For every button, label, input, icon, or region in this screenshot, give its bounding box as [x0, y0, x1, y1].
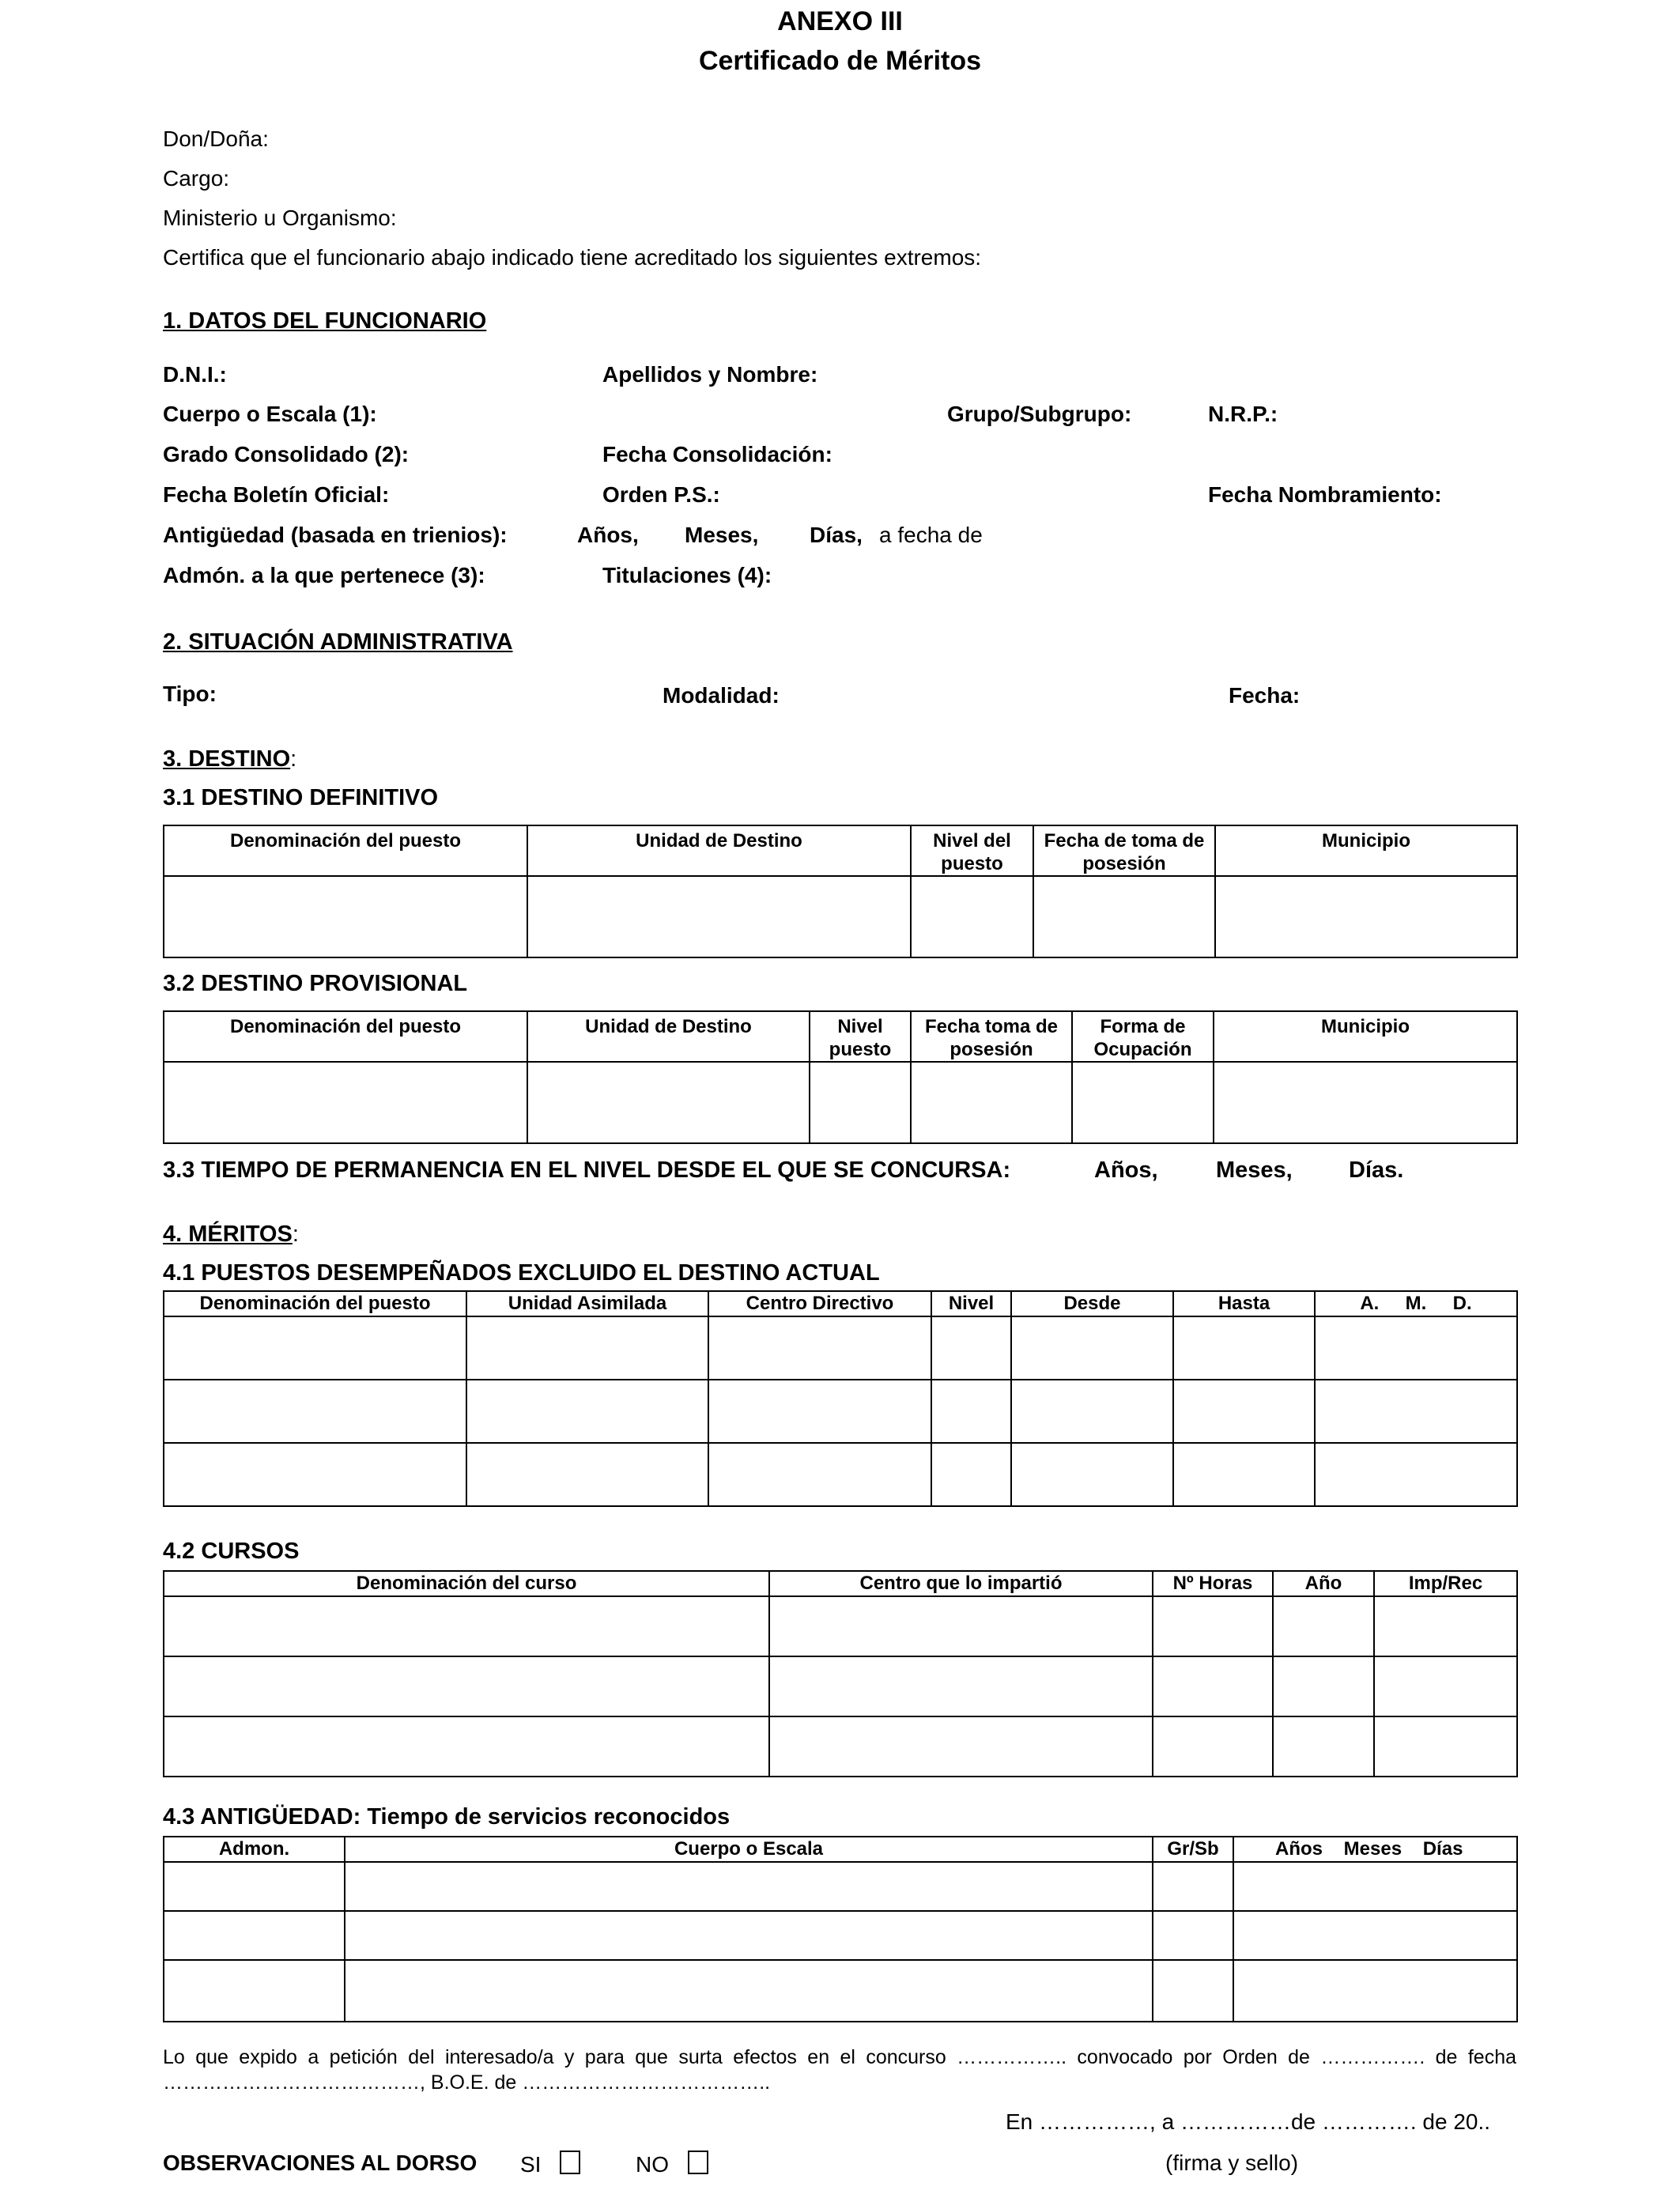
section-4-3-title: 4.3 ANTIGÜEDAD: Tiempo de servicios reconocidos — [163, 1804, 731, 1830]
table-cell[interactable] — [1153, 1911, 1233, 1960]
header-denominacion: Denominación del puesto — [164, 1011, 527, 1062]
table-cell[interactable] — [1315, 1380, 1517, 1443]
table-cell[interactable] — [1033, 876, 1215, 957]
table-row — [164, 1911, 1517, 1960]
table-cell[interactable] — [164, 1716, 769, 1777]
table-cell[interactable] — [466, 1380, 708, 1443]
table-cell[interactable] — [810, 1062, 911, 1143]
table-cell[interactable] — [931, 1443, 1011, 1506]
annex-label: ANEXO III — [777, 6, 903, 36]
header-unidad: Unidad de Destino — [527, 1011, 810, 1062]
cargo-label: Cargo: — [163, 166, 230, 191]
grupo-label: Grupo/Subgrupo: — [947, 402, 1132, 426]
table-cell[interactable] — [911, 1062, 1072, 1143]
antiguedad-dias: Días, — [810, 523, 863, 547]
table-row — [164, 1316, 1517, 1380]
antiguedad-meses: Meses, — [685, 523, 759, 547]
fecha-situacion-label: Fecha: — [1229, 683, 1301, 708]
orden-ps-label: Orden P.S.: — [602, 482, 720, 507]
lugar-fecha-text: En ……………, a ……………de …………. de 20.. — [1006, 2109, 1491, 2134]
dni-label: D.N.I.: — [163, 362, 227, 387]
table-cell[interactable] — [345, 1960, 1153, 2022]
apellidos-label: Apellidos y Nombre: — [602, 362, 818, 387]
no-label: NO — [636, 2152, 669, 2177]
table-cell[interactable] — [345, 1911, 1153, 1960]
modalidad-label: Modalidad: — [663, 683, 780, 708]
header-amd: A. M. D. — [1315, 1291, 1517, 1316]
table-cell[interactable] — [527, 1062, 810, 1143]
observaciones-label: OBSERVACIONES AL DORSO — [163, 2151, 478, 2175]
table-cell[interactable] — [1173, 1380, 1315, 1443]
table-cell[interactable] — [1374, 1656, 1517, 1716]
table-cell[interactable] — [769, 1656, 1153, 1716]
table-cell[interactable] — [1214, 1062, 1517, 1143]
section-3-1-title: 3.1 DESTINO DEFINITIVO — [163, 785, 439, 810]
header-horas: Nº Horas — [1153, 1571, 1273, 1596]
table-cell[interactable] — [769, 1716, 1153, 1777]
header-ano: Año — [1273, 1571, 1374, 1596]
section-3-2-title: 3.2 DESTINO PROVISIONAL — [163, 971, 468, 996]
table-cell[interactable] — [164, 876, 527, 957]
certifica-text: Certifica que el funcionario abajo indicado tiene acreditado los siguientes extremos: — [163, 245, 982, 270]
firma-label: (firma y sello) — [1165, 2151, 1299, 2175]
table-cell[interactable] — [345, 1862, 1153, 1911]
table-cell[interactable] — [708, 1380, 931, 1443]
header-cuerpo-escala: Cuerpo o Escala — [345, 1837, 1153, 1862]
table-cell[interactable] — [164, 1862, 345, 1911]
fecha-boletin-label: Fecha Boletín Oficial: — [163, 482, 390, 507]
table-row — [164, 1380, 1517, 1443]
don-label: Don/Doña: — [163, 127, 269, 151]
table-cell[interactable] — [769, 1596, 1153, 1656]
table-row — [164, 1960, 1517, 2022]
table-cell[interactable] — [1153, 1862, 1233, 1911]
table-cell[interactable] — [1374, 1716, 1517, 1777]
header-centro-impartio: Centro que lo impartió — [769, 1571, 1153, 1596]
section-1-title: 1. DATOS DEL FUNCIONARIO — [163, 308, 487, 334]
antiguedad-label: Antigüedad (basada en trienios): — [163, 523, 508, 547]
section-2-title: 2. SITUACIÓN ADMINISTRATIVA — [163, 629, 513, 655]
table-cell[interactable] — [164, 1960, 345, 2022]
header-municipio: Municipio — [1214, 1011, 1517, 1062]
header-denominacion: Denominación del puesto — [164, 1291, 466, 1316]
table-cell[interactable] — [1315, 1316, 1517, 1380]
fecha-consolidacion-label: Fecha Consolidación: — [602, 442, 832, 466]
table-cell[interactable] — [1153, 1960, 1233, 2022]
table-cell[interactable] — [164, 1911, 345, 1960]
table-cell[interactable] — [466, 1316, 708, 1380]
header-fecha-toma: Fecha toma de posesión — [911, 1011, 1072, 1062]
table-cell[interactable] — [1011, 1316, 1173, 1380]
table-cell[interactable] — [1173, 1443, 1315, 1506]
table-cell[interactable] — [1374, 1596, 1517, 1656]
table-cell[interactable] — [164, 1380, 466, 1443]
table-cell[interactable] — [164, 1596, 769, 1656]
header-nivel: Nivel del puesto — [911, 825, 1033, 876]
table-cell[interactable] — [1273, 1716, 1374, 1777]
section-4-colon: : — [292, 1222, 299, 1247]
table-row — [164, 1062, 1517, 1143]
header-admon: Admon. — [164, 1837, 345, 1862]
table-cell[interactable] — [164, 1062, 527, 1143]
table-cell[interactable] — [1315, 1443, 1517, 1506]
section-4-title: 4. MÉRITOS: — [163, 1222, 299, 1247]
header-denominacion: Denominación del puesto — [164, 825, 527, 876]
header-hasta: Hasta — [1173, 1291, 1315, 1316]
section-3-title: 3. DESTINO: — [163, 746, 297, 772]
destino-provisional-table — [163, 1010, 1518, 1144]
expido-text: Lo que expido a petición del interesado/a y para que surta efectos en el concurso …………….. convocado por Orden de ……………. de fecha …………………………………, B.O.E. de ……………………………….. — [163, 2046, 1516, 2094]
header-centro-directivo: Centro Directivo — [708, 1291, 931, 1316]
table-cell[interactable] — [527, 876, 911, 957]
grado-label: Grado Consolidado (2): — [163, 442, 410, 466]
table-cell[interactable] — [1153, 1716, 1273, 1777]
table-cell[interactable] — [1233, 1911, 1517, 1960]
table-cell[interactable] — [164, 1656, 769, 1716]
permanencia-anos: Años, — [1094, 1157, 1158, 1183]
a-fecha-de-label: a fecha de — [879, 523, 983, 547]
header-fecha-toma: Fecha de toma de posesión — [1033, 825, 1215, 876]
destino-definitivo-table — [163, 825, 1518, 958]
table-row — [164, 1596, 1517, 1656]
section-4-2-title: 4.2 CURSOS — [163, 1539, 300, 1564]
page-title: Certificado de Méritos — [698, 46, 982, 76]
antiguedad-table — [163, 1836, 1518, 2022]
table-cell[interactable] — [466, 1443, 708, 1506]
table-row — [164, 1862, 1517, 1911]
tipo-label: Tipo: — [163, 682, 217, 706]
table-cell[interactable] — [1173, 1316, 1315, 1380]
table-cell[interactable] — [1215, 876, 1517, 957]
table-cell[interactable] — [911, 876, 1033, 957]
table-cell[interactable] — [1153, 1596, 1273, 1656]
nrp-label: N.R.P.: — [1208, 402, 1278, 426]
permanencia-dias: Días. — [1349, 1157, 1404, 1183]
section-3-colon: : — [290, 746, 297, 772]
table-cell[interactable] — [164, 1316, 466, 1380]
table-cell[interactable] — [931, 1316, 1011, 1380]
table-cell[interactable] — [1011, 1380, 1173, 1443]
observaciones-si — [520, 2151, 580, 2177]
table-row — [164, 1443, 1517, 1506]
titulaciones-label: Titulaciones (4): — [602, 563, 772, 587]
header-gr-sb: Gr/Sb — [1153, 1837, 1233, 1862]
table-row — [164, 1716, 1517, 1777]
section-3-3-title: 3.3 TIEMPO DE PERMANENCIA EN EL NIVEL DESDE EL QUE SE CONCURSA: — [163, 1157, 1011, 1183]
header-denominacion-curso: Denominación del curso — [164, 1571, 769, 1596]
table-cell[interactable] — [1273, 1596, 1374, 1656]
permanencia-meses: Meses, — [1216, 1157, 1293, 1183]
table-cell[interactable] — [1233, 1960, 1517, 2022]
table-cell[interactable] — [931, 1380, 1011, 1443]
table-cell[interactable] — [1072, 1062, 1214, 1143]
table-cell[interactable] — [1153, 1656, 1273, 1716]
section-4-1-title: 4.1 PUESTOS DESEMPEÑADOS EXCLUIDO EL DESTINO ACTUAL — [163, 1260, 880, 1286]
header-unidad: Unidad de Destino — [527, 825, 911, 876]
table-cell[interactable] — [708, 1443, 931, 1506]
header-anos-meses-dias: Años Meses Días — [1233, 1837, 1517, 1862]
fecha-nombramiento-label: Fecha Nombramiento: — [1208, 482, 1442, 507]
table-row — [164, 876, 1517, 957]
table-cell[interactable] — [1011, 1443, 1173, 1506]
header-desde: Desde — [1011, 1291, 1173, 1316]
cursos-table — [163, 1570, 1518, 1777]
header-forma-ocupacion: Forma de Ocupación — [1072, 1011, 1214, 1062]
header-municipio: Municipio — [1215, 825, 1517, 876]
table-cell[interactable] — [164, 1443, 466, 1506]
table-cell[interactable] — [1233, 1862, 1517, 1911]
table-cell[interactable] — [1273, 1656, 1374, 1716]
no-checkbox[interactable] — [688, 2151, 708, 2174]
si-label: SI — [520, 2152, 542, 2177]
table-cell[interactable] — [708, 1316, 931, 1380]
si-checkbox[interactable] — [560, 2151, 580, 2174]
header-unidad-asimilada: Unidad Asimilada — [466, 1291, 708, 1316]
observaciones-no — [636, 2151, 708, 2177]
table-row — [164, 1656, 1517, 1716]
puestos-table — [163, 1290, 1518, 1507]
antiguedad-anos: Años, — [577, 523, 639, 547]
cuerpo-label: Cuerpo o Escala (1): — [163, 402, 377, 426]
admon-label: Admón. a la que pertenece (3): — [163, 563, 485, 587]
header-nivel: Nivel puesto — [810, 1011, 911, 1062]
ministerio-label: Ministerio u Organismo: — [163, 206, 397, 230]
header-nivel: Nivel — [931, 1291, 1011, 1316]
header-imp-rec: Imp/Rec — [1374, 1571, 1517, 1596]
